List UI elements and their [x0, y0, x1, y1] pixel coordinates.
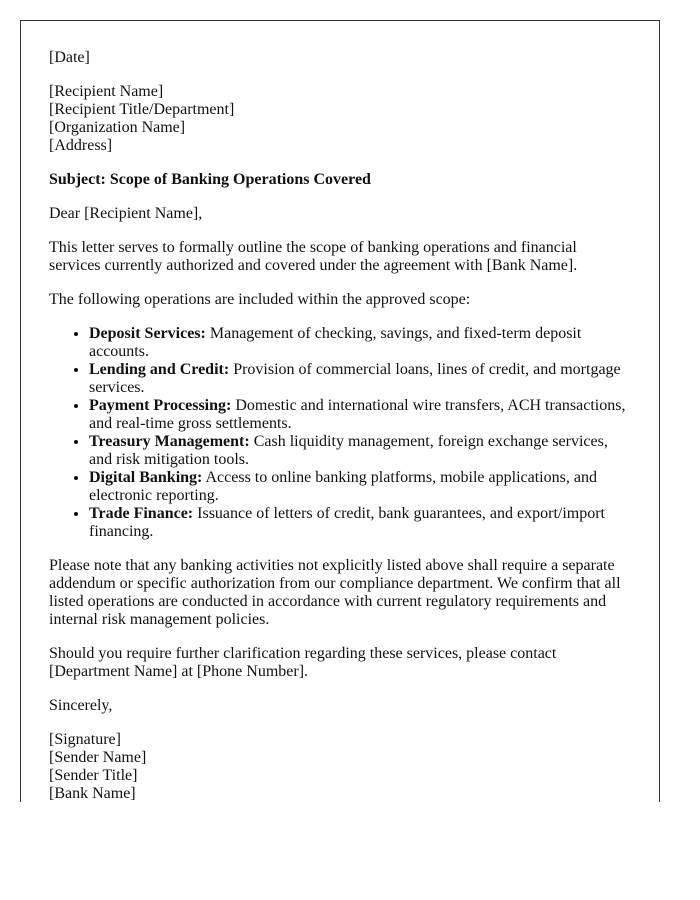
sender-title: [Sender Title]: [49, 767, 138, 784]
item-desc: Access to online banking platforms, mobile applications, and electronic reporting.: [89, 469, 597, 504]
list-intro: The following operations are included within the approved scope:: [49, 291, 471, 308]
closing: Sincerely,: [49, 697, 113, 714]
sender-signature: [Signature]: [49, 731, 121, 748]
item-term: Digital Banking:: [89, 469, 203, 486]
letter-page: [20, 20, 660, 802]
recipient-organization: [Organization Name]: [49, 119, 186, 136]
list-item: [89, 325, 631, 361]
item-term: Trade Finance:: [89, 505, 194, 522]
sender-name: [Sender Name]: [49, 749, 147, 766]
list-item: [89, 505, 631, 541]
item-desc: Domestic and international wire transfers, ACH transactions, and real-time gross settlements.: [89, 397, 626, 432]
date: [Date]: [49, 49, 90, 66]
item-term: Deposit Services:: [89, 325, 206, 342]
recipient-block: [49, 83, 631, 155]
sender-bank: [Bank Name]: [49, 785, 136, 802]
operations-list: [49, 325, 631, 541]
list-item: [89, 469, 631, 505]
sender-block: [49, 731, 631, 802]
recipient-name: [Recipient Name]: [49, 83, 164, 100]
compliance-note: Please note that any banking activities not explicitly listed above shall require a separate addendum or specific authorization from our compliance department. We confirm that all listed operations are conducted in accordance with current regulatory requirements and internal risk management policies.: [49, 557, 621, 628]
item-desc: Issuance of letters of credit, bank guarantees, and export/import financing.: [89, 505, 605, 540]
subject-line: Subject: Scope of Banking Operations Covered: [49, 171, 371, 188]
list-item: [89, 361, 631, 397]
intro-paragraph: This letter serves to formally outline the scope of banking operations and financial services currently authorized and covered under the agreement with [Bank Name].: [49, 239, 578, 274]
contact-paragraph: Should you require further clarification regarding these services, please contact [Department Name] at [Phone Number].: [49, 645, 557, 680]
recipient-address: [Address]: [49, 137, 113, 154]
salutation: Dear [Recipient Name],: [49, 205, 203, 222]
recipient-title: [Recipient Title/Department]: [49, 101, 235, 118]
item-term: Treasury Management:: [89, 433, 250, 450]
item-term: Lending and Credit:: [89, 361, 230, 378]
item-desc: Management of checking, savings, and fixed-term deposit accounts.: [89, 325, 582, 360]
list-item: [89, 433, 631, 469]
item-desc: Cash liquidity management, foreign exchange services, and risk mitigation tools.: [89, 433, 608, 468]
list-item: [89, 397, 631, 433]
item-desc: Provision of commercial loans, lines of credit, and mortgage services.: [89, 361, 621, 396]
item-term: Payment Processing:: [89, 397, 232, 414]
